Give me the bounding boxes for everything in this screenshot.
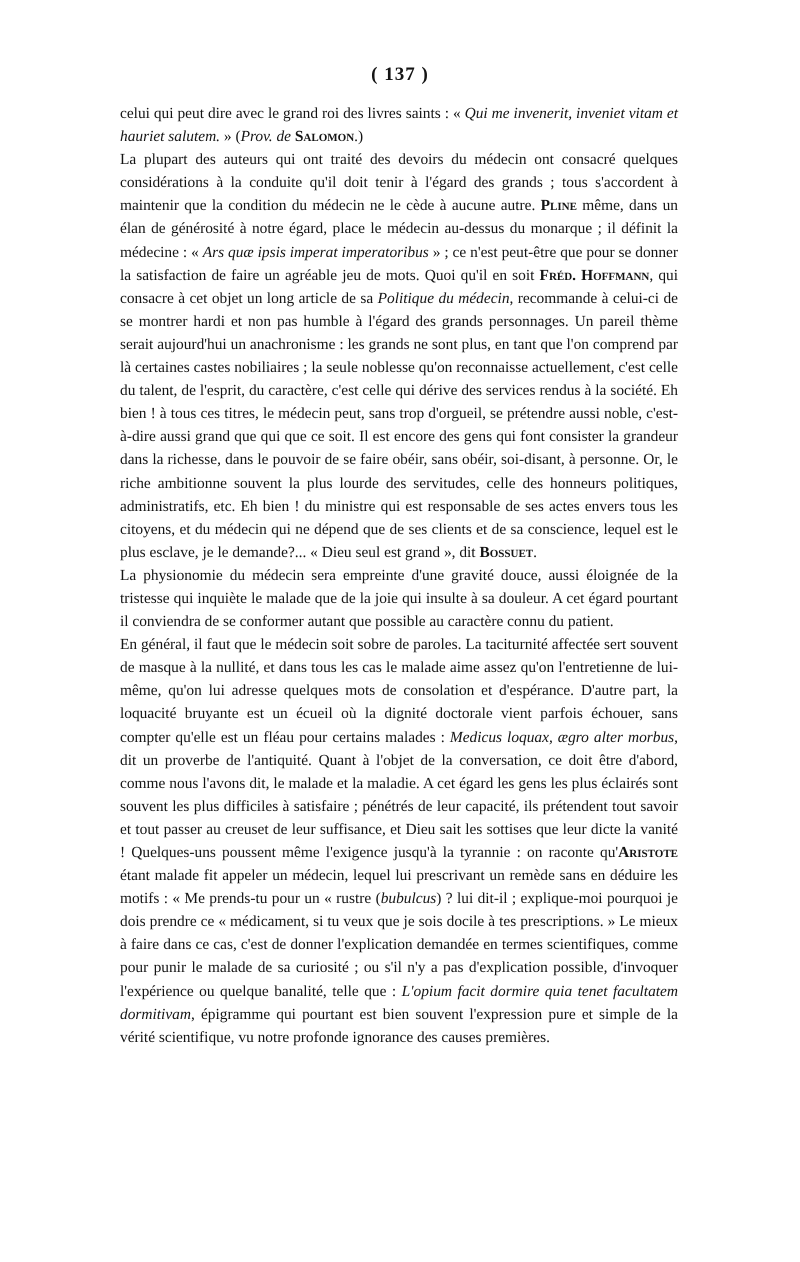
italic-text: L'opium facit dormire quia tenet facultatem dormitivam [120, 982, 678, 1023]
text-run: , dit un proverbe de l'antiquité. Quant à l'objet de la conversation, ce doit être d'abord, comme nous l'avons dit, le malade et la maladie. A cet égard les gens les plus éclairés sont souvent les plus difficiles à satisfaire ; pénétrés de leur capacité, ils prétendent tout savoir et tout passer au creuset de leur suffisance, et Dieu sait les sottises que leur dicte la vanité ! Quelques-uns poussent même l'exigence jusqu'à la tyrannie : on raconte qu' [120, 728, 678, 861]
text-run: , qui consacre à cet objet un long article de sa [120, 266, 678, 307]
text-run: .) [354, 128, 364, 146]
text-run: En général, il faut que le médecin soit sobre de paroles. La taciturnité affectée sert souvent de masque à la nullité, et dans tous les cas le malade aime assez qu'on l'entretienne de lui-même, qu'on lui adresse quelques mots de consolation et d'espérance. D'autre part, la loquacité bruyante est un écueil où la dignité doctorale vient parfois échouer, sans compter qu'elle est un fléau pour certains malades : [120, 636, 678, 746]
page-number: ( 137 ) [371, 64, 429, 85]
text-run: , épigramme qui pourtant est bien souvent l'expression pure et simple de la vérité scientifique, vu notre profonde ignorance des causes premières. [120, 1005, 678, 1046]
text-run: même, dans un élan de générosité à notre égard, place le médecin au-dessus du monarque ; il définit la médecine : « [120, 197, 678, 261]
italic-text: Ars quæ ipsis imperat imperatoribus [202, 243, 429, 261]
italic-text: Medicus loquax, ægro alter morbus [449, 728, 675, 746]
text-run: La physionomie du médecin sera empreinte d'une gravité douce, aussi éloignée de la tristesse qui inquiète le malade que de la joie qui insulte à sa douleur. A cet égard pourtant il conviendra de se conformer autant que possible au caractère connu du patient. [120, 566, 678, 631]
small-caps-name: Bossuet [479, 543, 534, 561]
text-run: » ; ce n'est peut-être que pour se donner la satisfaction de faire un agréable jeu de mots. Quoi qu'il en soit [120, 243, 678, 284]
text-run: La plupart des auteurs qui ont traité des devoirs du médecin ont consacré quelques considérations à la conduite qu'il doit tenir à l'égard des grands ; tous s'accordent à maintenir que la condition du médecin ne le cède à aucune autre. [120, 151, 678, 215]
text-run: étant malade fit appeler un médecin, lequel lui prescrivant un remède sans en déduire les motifs : « Me prends-tu pour un « rustre ( [120, 867, 678, 908]
text-run: . [533, 543, 537, 561]
paragraph [120, 633, 678, 1049]
small-caps-name: Pline [540, 197, 577, 215]
text-run: celui qui peut dire avec le grand roi des livres saints : « [120, 105, 465, 122]
small-caps-name: Fréd. Hoffmann [539, 266, 650, 284]
text-run: , recommande à celui-ci de se montrer hardi et non pas humble à l'égard des grands personnages. Un pareil thème serait aujourd'hui un anachronisme : les grands ne sont plus, en tant que l'on comprend par là certaines castes nobiliaires ; la seule noblesse qu'on reconnaisse actuellement, c'est celle du talent, de l'esprit, du caractère, c'est celle qui dérive des services rendus à la société. Eh bien ! à tous ces titres, le médecin peut, sans trop d'orgueil, se prétendre aussi noble, c'est-à-dire aussi grand que qui que ce soit. Il est encore des gens qui font consister la grandeur dans la richesse, dans le pouvoir de se faire obéir, sans obéir, soi-disant, à personne. Or, le riche ambitionne souvent la plus lourde des servitudes, celle des honneurs politiques, administratifs, etc. Eh bien ! du ministre qui est responsable de ses actes envers tous les citoyens, et du médecin qui ne dépend que de ses clients et de sa conscience, lequel est le plus esclave, je le demande?... « Dieu seul est grand », dit [120, 289, 678, 561]
text-run: ) ? lui dit-il ; explique-moi pourquoi je dois prendre ce « médicament, si tu veux que je sois docile à tes prescriptions. » Le mieux à faire dans ce cas, c'est de donner l'explication demandée en termes scientifiques, comme pour punir le malade de sa curiosité ; ou s'il n'y a pas d'explication possible, d'invoquer l'expérience ou quelque banalité, telle que : [120, 890, 678, 1000]
italic-text: Prov. de [240, 128, 292, 146]
text-run: » ( [220, 128, 241, 146]
paragraph [120, 102, 678, 148]
paragraph [120, 564, 678, 633]
small-caps-name: Aristote [618, 844, 678, 861]
italic-text: Qui me invenerit, inveniet vitam et hauriet salutem. [120, 105, 678, 146]
italic-text: bubulcus [380, 890, 437, 908]
italic-text: Politique du médecin [377, 289, 510, 307]
small-caps-name: Salomon [294, 128, 355, 146]
body-text [120, 102, 678, 1049]
paragraph [120, 148, 678, 564]
